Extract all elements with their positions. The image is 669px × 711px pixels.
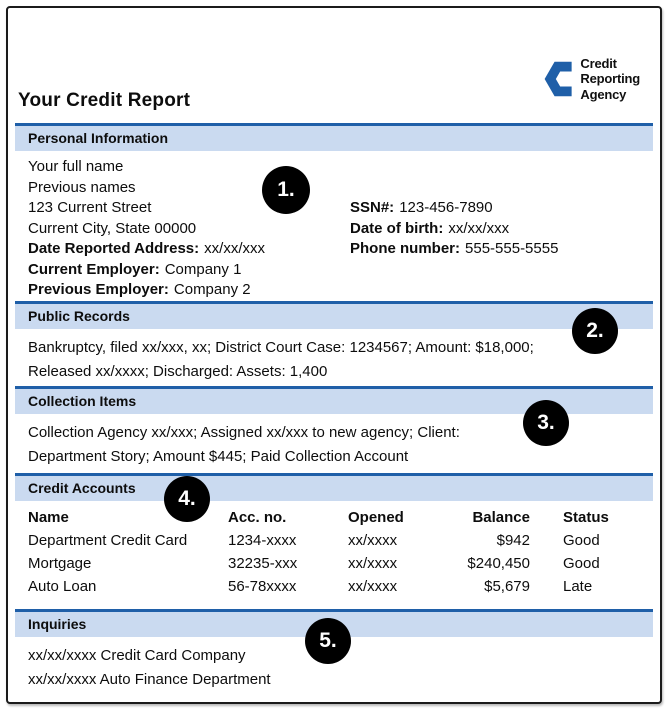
collection-items-heading: Collection Items xyxy=(15,386,653,414)
collection-items-line: Collection Agency xx/xxx; Assigned xx/xxx to new agency; Client: xyxy=(28,423,460,441)
personal-right-column xyxy=(350,198,558,301)
personal-line: Current Employer: Company 1 xyxy=(28,260,242,278)
cell-opened: xx/xxxx xyxy=(348,554,398,572)
col-header-balance: Balance xyxy=(472,508,530,526)
table-header-row xyxy=(28,506,660,529)
personal-information-heading: Personal Information xyxy=(15,123,653,151)
cell-opened: xx/xxxx xyxy=(348,531,398,549)
personal-line: Your full name xyxy=(28,158,124,175)
personal-line: Date Reported Address: xx/xx/xxx xyxy=(28,240,265,257)
public-records-heading: Public Records xyxy=(15,301,653,329)
cell-acc-no: 56-78xxxx xyxy=(228,577,297,595)
personal-line: 123 Current Street xyxy=(28,199,152,216)
table-row xyxy=(28,575,660,598)
cell-opened: xx/xxxx xyxy=(348,577,398,595)
cell-status: Good xyxy=(563,531,600,549)
table-row xyxy=(28,529,660,552)
logo-line-1: Credit xyxy=(580,55,617,71)
page-content xyxy=(8,8,660,702)
personal-line: Date of birth: xx/xx/xxx xyxy=(350,219,510,237)
page-frame xyxy=(6,6,662,704)
section-public-records xyxy=(8,301,660,386)
section-personal-information xyxy=(8,123,660,301)
inquiry-line: xx/xx/xxxx Credit Card Company xyxy=(28,646,246,664)
col-header-acc-no: Acc. no. xyxy=(228,508,287,526)
col-header-status: Status xyxy=(563,508,609,526)
inquiry-line: xx/xx/xxxx Auto Finance Department xyxy=(28,670,271,688)
cell-status: Late xyxy=(563,577,593,595)
cell-balance: $240,450 xyxy=(467,554,530,572)
cell-status: Good xyxy=(563,554,600,572)
cell-balance: $942 xyxy=(496,531,530,549)
credit-reporting-agency-logo xyxy=(542,50,640,108)
spacer xyxy=(8,598,660,609)
step-badge-2: 2. xyxy=(572,308,618,354)
cell-acc-no: 32235-xxx xyxy=(228,554,298,572)
step-badge-5: 5. xyxy=(305,618,351,664)
section-credit-accounts xyxy=(8,473,660,609)
cell-balance: $5,679 xyxy=(484,577,530,595)
inquiries-heading: Inquiries xyxy=(15,609,653,637)
public-records-body xyxy=(8,329,660,386)
step-badge-1: 1. xyxy=(262,166,310,214)
personal-line: Previous Employer: Company 2 xyxy=(28,281,251,298)
cell-name: Department Credit Card xyxy=(28,531,188,549)
cell-name: Auto Loan xyxy=(28,577,97,595)
col-header-name: Name xyxy=(28,508,69,526)
credit-accounts-heading: Credit Accounts xyxy=(15,473,653,501)
personal-line: Current City, State 00000 xyxy=(28,219,197,237)
agency-logo-text xyxy=(580,56,640,103)
collection-items-line: Department Story; Amount $445; Paid Collection Account xyxy=(28,447,409,465)
agency-logo-c-icon xyxy=(542,50,578,108)
table-row xyxy=(28,552,660,575)
cell-name: Mortgage xyxy=(28,554,92,572)
col-header-opened: Opened xyxy=(348,508,404,526)
personal-line: Previous names xyxy=(28,178,136,196)
personal-information-body xyxy=(8,151,660,301)
page-title: Your Credit Report xyxy=(18,90,191,111)
credit-accounts-table xyxy=(8,501,660,598)
cell-acc-no: 1234-xxxx xyxy=(228,531,297,549)
personal-line: SSN#: 123-456-7890 xyxy=(350,199,493,216)
step-badge-3: 3. xyxy=(523,400,569,446)
logo-line-3: Agency xyxy=(580,86,627,102)
personal-line: Phone number: 555-555-5555 xyxy=(350,240,559,257)
step-badge-4: 4. xyxy=(164,476,210,522)
public-records-line: Released xx/xxxx; Discharged: Assets: 1,400 xyxy=(28,362,328,380)
logo-line-2: Reporting xyxy=(580,71,640,87)
public-records-line: Bankruptcy, filed xx/xxx, xx; District Court Case: 1234567; Amount: $18,000; xyxy=(28,338,534,356)
